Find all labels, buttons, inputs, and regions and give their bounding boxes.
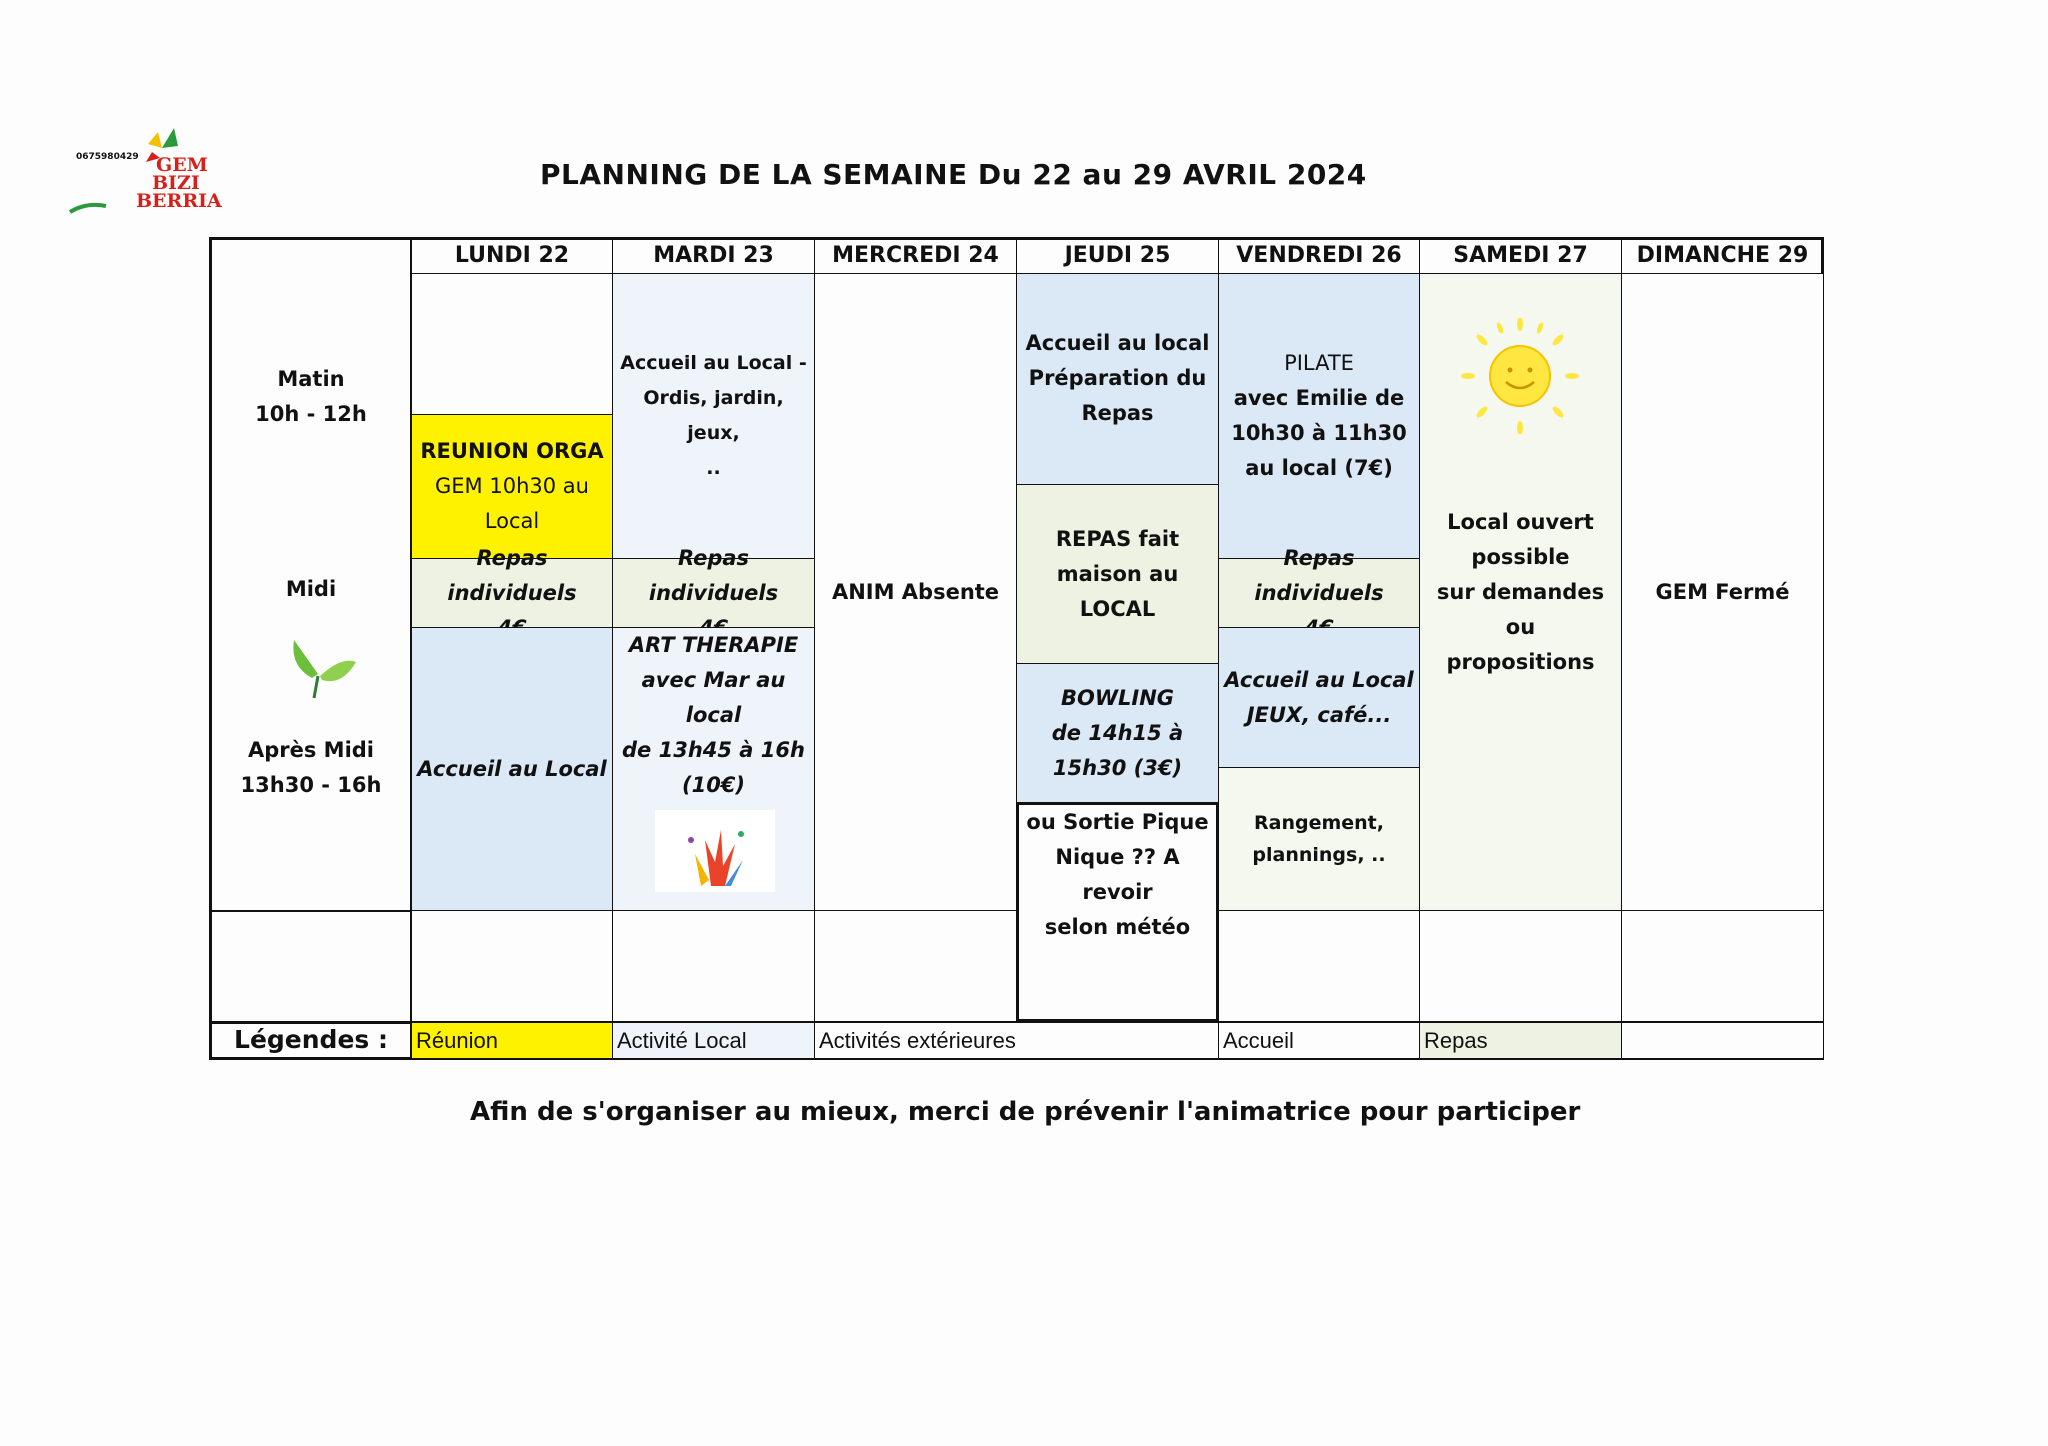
day-header-jeudi: JEUDI 25 (1016, 237, 1219, 274)
period-matin: Matin 10h - 12h (255, 367, 367, 426)
legend-empty (1621, 1022, 1824, 1059)
left-row-divider (209, 910, 412, 912)
legend-repas: Repas (1419, 1022, 1622, 1059)
legend-activite-local: Activité Local (612, 1022, 815, 1059)
samedi-local-ouvert: Local ouvert possible sur demandes ou propositions (1419, 273, 1622, 911)
legend-reunion: Réunion (411, 1022, 613, 1059)
mardi-art-therapie: ART THERAPIE avec Mar au local de 13h45 à 16h (10€) (612, 627, 815, 911)
vendredi-accueil: Accueil au Local JEUX, café... (1218, 627, 1420, 768)
dimanche-gem-ferme: GEM Fermé (1621, 273, 1824, 911)
legend-label: Légendes : (234, 1025, 388, 1054)
vendredi-rangement: Rangement, plannings, .. (1218, 767, 1420, 911)
sun-icon (1460, 318, 1580, 434)
logo-line-gem: GEM (156, 154, 208, 176)
day-header-samedi: SAMEDI 27 (1419, 237, 1622, 274)
logo-line-bizi: BIZI (152, 172, 200, 194)
dimanche-empty-row (1621, 910, 1824, 1022)
vendredi-repas: Repas individuels (1218, 558, 1420, 628)
logo-phone: 0675980429 (76, 152, 139, 162)
mercredi-anim-absente: ANIM Absente (814, 273, 1017, 911)
day-header-mercredi: MERCREDI 24 (814, 237, 1017, 274)
mardi-empty-row (612, 910, 815, 1022)
paint-splash-icon (655, 810, 775, 892)
footer-note: Afin de s'organiser au mieux, merci de prévenir l'animatrice pour participer (470, 1097, 1581, 1127)
day-header-mardi: MARDI 23 (612, 237, 815, 274)
samedi-empty-row (1419, 910, 1622, 1022)
jeudi-matin: Accueil au local Préparation du Repas (1016, 273, 1219, 485)
lundi-empty-row (411, 910, 613, 1022)
day-header-dimanche: DIMANCHE 29 (1621, 237, 1824, 274)
vendredi-pilate: PILATE avec Emilie de 10h30 à 11h30 au local (7€) (1218, 273, 1420, 559)
legend-accueil: Accueil (1218, 1022, 1420, 1059)
jeudi-sortie: ou Sortie Pique Nique ?? A revoir selon météo (1016, 802, 1219, 1022)
period-apres-midi: Après Midi 13h30 - 16h (240, 738, 382, 797)
lundi-matin-empty (411, 273, 613, 415)
day-header-lundi: LUNDI 22 (411, 237, 613, 274)
vendredi-empty-row (1218, 910, 1420, 1022)
logo-line-berria: BERRIA (136, 190, 222, 212)
lundi-apres-midi: Accueil au Local (411, 627, 613, 911)
legend-activites-exterieures: Activités extérieures (814, 1022, 1219, 1059)
lundi-repas: Repas individuels (411, 558, 613, 628)
day-header-vendredi: VENDREDI 26 (1218, 237, 1420, 274)
page-title: PLANNING DE LA SEMAINE Du 22 au 29 AVRIL 2024 (540, 158, 1367, 191)
butterfly-icon (288, 636, 360, 702)
mardi-matin: Accueil au Local - Ordis, jardin, jeux, .. (612, 273, 815, 559)
jeudi-bowling: BOWLING de 14h15 à 15h30 (3€) (1016, 663, 1219, 803)
jeudi-repas: REPAS fait maison au LOCAL (1016, 484, 1219, 664)
mercredi-empty-row (814, 910, 1017, 1022)
mardi-repas: Repas individuels (612, 558, 815, 628)
gem-logo (66, 124, 222, 220)
period-midi: Midi (285, 577, 337, 601)
lundi-reunion: REUNION ORGA GEM 10h30 au Local (411, 414, 613, 559)
